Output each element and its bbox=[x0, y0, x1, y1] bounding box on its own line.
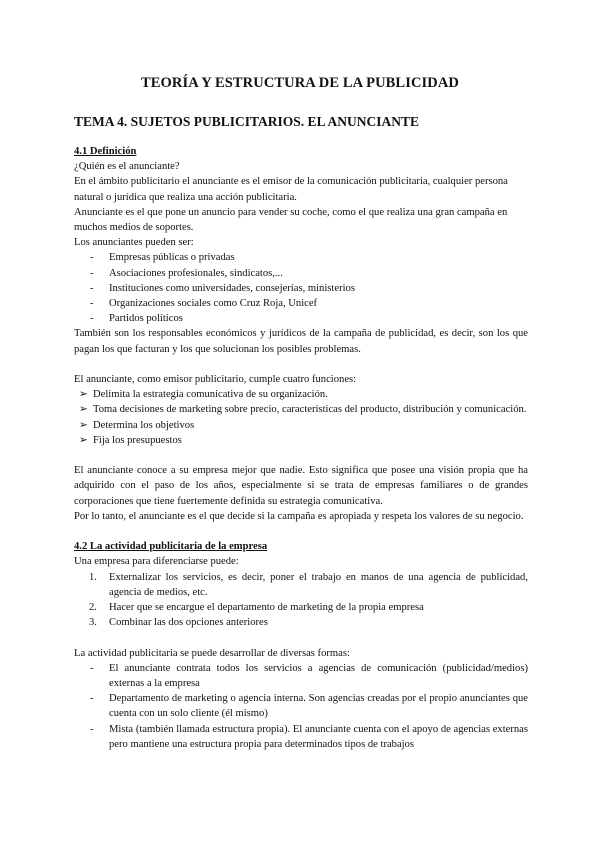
bullet-dash: - bbox=[90, 313, 94, 325]
list-item: - Instituciones como universidades, consejerías, ministerios bbox=[74, 281, 528, 296]
list-item: ➢ Toma decisiones de marketing sobre precio, características del producto, distribución y comunicación. bbox=[74, 402, 528, 417]
list-item: ➢ Fija los presupuestos bbox=[74, 433, 528, 448]
list-item: - El anunciante contrata todos los servicios a agencias de comunicación (publicidad/medios) externas a la empresa bbox=[90, 662, 528, 690]
paragraph: También son los responsables económicos y jurídicos de la campaña de publicidad, es decir, son los que pagan los que facturan y los que solucionan los posibles problemas. bbox=[74, 328, 528, 355]
section-heading-activity: 4.2 La actividad publicitaria de la empresa bbox=[74, 541, 268, 553]
list-item: 3. Combinar las dos opciones anteriores bbox=[89, 617, 268, 629]
paragraph: En el ámbito publicitario el anunciante es el emisor de la comunicación publicitaria, cualquier persona natural o jurídica que realiza una acción publicitaria. bbox=[74, 176, 508, 203]
bullet-dash: - bbox=[90, 662, 94, 674]
document-body bbox=[74, 144, 528, 752]
list-item: - Departamento de marketing o agencia interna. Son agencias creadas por el propio anunciantes que cuenta con un solo cliente (él mismo) bbox=[90, 693, 528, 720]
forms-list bbox=[74, 661, 528, 752]
list-item: - Partidos políticos bbox=[74, 311, 528, 326]
section-heading-definition: 4.1 Definición bbox=[74, 146, 137, 157]
bullet-dash: - bbox=[90, 282, 94, 294]
list-item: - Asociaciones profesionales, sindicatos,... bbox=[74, 266, 528, 281]
paragraph: Una empresa para diferenciarse puede: bbox=[74, 556, 239, 568]
advertiser-types-list bbox=[74, 250, 528, 326]
list-item: ➢ Determina los objetivos bbox=[74, 418, 528, 433]
arrow-bullet-icon: ➢ bbox=[79, 389, 88, 401]
arrow-bullet-icon: ➢ bbox=[79, 434, 88, 446]
topic-title: TEMA 4. SUJETOS PUBLICITARIOS. EL ANUNCIANTE bbox=[74, 114, 419, 129]
paragraph: Los anunciantes pueden ser: bbox=[74, 237, 194, 249]
list-item: 2. Hacer que se encargue el departamento de marketing de la propia empresa bbox=[89, 602, 424, 614]
list-item: ➢ Delimita la estrategia comunicativa de su organización. bbox=[74, 387, 528, 402]
list-item: 1. Externalizar los servicios, es decir, poner el trabajo en manos de una agencia de publicidad, agencia de medios, etc. bbox=[89, 571, 528, 598]
list-item: - Mista (también llamada estructura propia). El anunciante cuenta con el apoyo de agencias externas pero mantiene una estructura propia para determinados tipos de trabajos bbox=[90, 723, 528, 750]
bullet-dash: - bbox=[90, 298, 94, 310]
bullet-dash: - bbox=[90, 252, 94, 264]
functions-list bbox=[74, 387, 528, 448]
paragraph: La actividad publicitaria se puede desarrollar de diversas formas: bbox=[74, 647, 350, 659]
options-list bbox=[74, 570, 528, 631]
paragraph: El anunciante, como emisor publicitario, cumple cuatro funciones: bbox=[74, 374, 357, 386]
paragraph: El anunciante conoce a su empresa mejor que nadie. Esto significa que posee una visión propia que ha adquirido con el paso de los años, especialmente si se trata de empresas familiares o de grandes corporaciones que tiene fuertemente definida su estrategia comunicativa. bbox=[74, 465, 528, 507]
bullet-dash: - bbox=[90, 267, 94, 279]
list-item: - Empresas públicas o privadas bbox=[74, 250, 528, 265]
arrow-bullet-icon: ➢ bbox=[79, 419, 88, 431]
list-item: - Organizaciones sociales como Cruz Roja, Unicef bbox=[74, 296, 528, 311]
arrow-bullet-icon: ➢ bbox=[79, 404, 88, 416]
bullet-dash: - bbox=[90, 693, 94, 705]
paragraph: Anunciante es el que pone un anuncio para vender su coche, como el que realiza una gran campaña en muchos medios de soportes. bbox=[74, 206, 508, 234]
question-line: ¿Quién es el anunciante? bbox=[74, 161, 180, 173]
document-title: TEORÍA Y ESTRUCTURA DE LA PUBLICIDAD bbox=[141, 75, 459, 91]
bullet-dash: - bbox=[90, 723, 94, 735]
paragraph: Por lo tanto, el anunciante es el que decide si la campaña es apropiada y respeta los valores de su negocio. bbox=[74, 510, 524, 522]
